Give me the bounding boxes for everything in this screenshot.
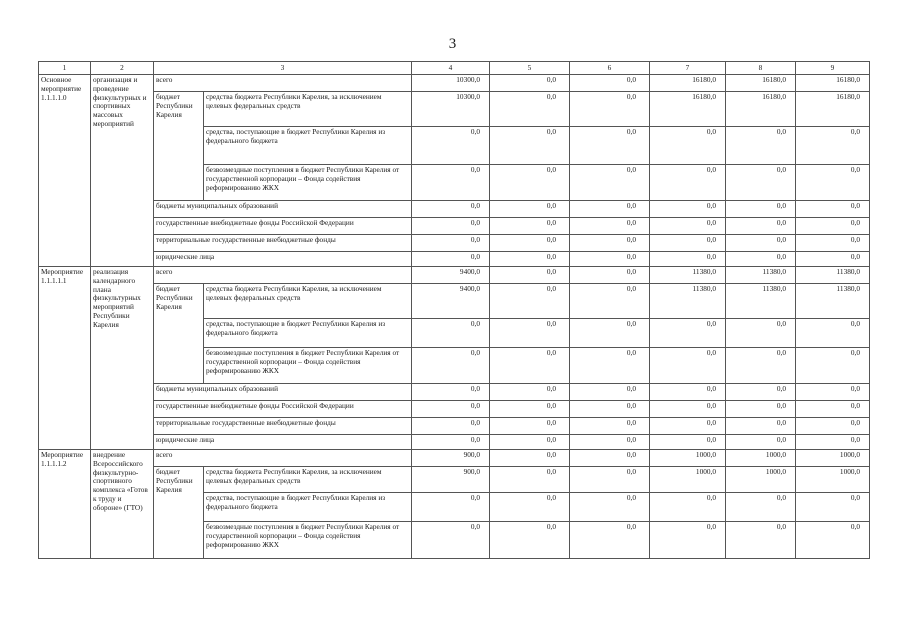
value-cell: 0,0 — [726, 127, 796, 165]
value-cell: 0,0 — [570, 127, 650, 165]
header-cell: 7 — [650, 62, 726, 75]
value-cell: 0,0 — [570, 201, 650, 218]
value-cell: 0,0 — [490, 267, 570, 284]
value-cell: 0,0 — [412, 384, 490, 401]
source-detail: средства, поступающие в бюджет Республики Карелия из федерального бюджета — [204, 493, 412, 522]
value-cell: 0,0 — [570, 348, 650, 384]
source-label: всего — [154, 75, 412, 92]
value-cell: 11380,0 — [650, 267, 726, 284]
header-cell: 2 — [91, 62, 154, 75]
source-detail: безвозмездные поступления в бюджет Республики Карелия от государственной корпорации – Фонда содействия реформированию ЖКХ — [204, 522, 412, 559]
value-cell: 0,0 — [650, 201, 726, 218]
value-cell: 0,0 — [412, 418, 490, 435]
value-cell: 0,0 — [726, 384, 796, 401]
value-cell: 0,0 — [650, 218, 726, 235]
header-cell: 1 — [39, 62, 91, 75]
value-cell: 0,0 — [796, 418, 870, 435]
value-cell: 0,0 — [726, 348, 796, 384]
source-label: бюджет Республики Карелия — [154, 467, 204, 559]
measure-name: организация и проведение физкультурных и спортивных массовых мероприятий — [91, 75, 154, 267]
value-cell: 0,0 — [796, 218, 870, 235]
value-cell: 0,0 — [490, 284, 570, 319]
value-cell: 0,0 — [490, 252, 570, 267]
value-cell: 0,0 — [796, 127, 870, 165]
header-row — [39, 62, 870, 75]
source-label: юридические лица — [154, 435, 412, 450]
value-cell: 11380,0 — [796, 267, 870, 284]
value-cell: 9400,0 — [412, 284, 490, 319]
funding-table — [38, 61, 870, 559]
value-cell: 0,0 — [412, 522, 490, 559]
value-cell: 0,0 — [650, 493, 726, 522]
value-cell: 0,0 — [570, 75, 650, 92]
value-cell: 0,0 — [650, 401, 726, 418]
table-row — [39, 218, 870, 235]
table-row — [39, 92, 870, 127]
source-detail: средства бюджета Республики Карелия, за исключением целевых федеральных средств — [204, 467, 412, 493]
value-cell: 0,0 — [650, 319, 726, 348]
source-label: территориальные государственные внебюджетные фонды — [154, 418, 412, 435]
source-label: юридические лица — [154, 252, 412, 267]
value-cell: 1000,0 — [650, 450, 726, 467]
table-row — [39, 252, 870, 267]
value-cell: 0,0 — [570, 522, 650, 559]
value-cell: 1000,0 — [726, 450, 796, 467]
value-cell: 0,0 — [570, 493, 650, 522]
value-cell: 0,0 — [796, 235, 870, 252]
value-cell: 0,0 — [490, 75, 570, 92]
value-cell: 0,0 — [412, 235, 490, 252]
value-cell: 1000,0 — [796, 467, 870, 493]
value-cell: 0,0 — [650, 435, 726, 450]
value-cell: 0,0 — [650, 127, 726, 165]
value-cell: 11380,0 — [726, 267, 796, 284]
value-cell: 0,0 — [490, 165, 570, 201]
value-cell: 0,0 — [570, 267, 650, 284]
value-cell: 0,0 — [412, 348, 490, 384]
source-detail: средства бюджета Республики Карелия, за исключением целевых федеральных средств — [204, 92, 412, 127]
value-cell: 0,0 — [726, 401, 796, 418]
value-cell: 0,0 — [726, 252, 796, 267]
value-cell: 0,0 — [490, 418, 570, 435]
value-cell: 0,0 — [796, 319, 870, 348]
value-cell: 0,0 — [412, 201, 490, 218]
table-row — [39, 235, 870, 252]
value-cell: 0,0 — [490, 201, 570, 218]
value-cell: 1000,0 — [726, 467, 796, 493]
value-cell: 0,0 — [490, 92, 570, 127]
value-cell: 0,0 — [796, 493, 870, 522]
value-cell: 11380,0 — [726, 284, 796, 319]
source-detail: безвозмездные поступления в бюджет Республики Карелия от государственной корпорации – Фонда содействия реформированию ЖКХ — [204, 348, 412, 384]
value-cell: 0,0 — [650, 522, 726, 559]
value-cell: 0,0 — [570, 418, 650, 435]
source-label: государственные внебюджетные фонды Российской Федерации — [154, 218, 412, 235]
value-cell: 1000,0 — [650, 467, 726, 493]
value-cell: 0,0 — [650, 384, 726, 401]
source-detail: безвозмездные поступления в бюджет Республики Карелия от государственной корпорации – Фонда содействия реформированию ЖКХ — [204, 165, 412, 201]
value-cell: 0,0 — [412, 252, 490, 267]
value-cell: 900,0 — [412, 467, 490, 493]
value-cell: 0,0 — [726, 201, 796, 218]
value-cell: 0,0 — [726, 435, 796, 450]
value-cell: 11380,0 — [650, 284, 726, 319]
value-cell: 0,0 — [570, 435, 650, 450]
value-cell: 0,0 — [490, 384, 570, 401]
value-cell: 0,0 — [570, 384, 650, 401]
header-cell: 8 — [726, 62, 796, 75]
value-cell: 10300,0 — [412, 75, 490, 92]
value-cell: 0,0 — [650, 348, 726, 384]
value-cell: 0,0 — [796, 252, 870, 267]
table-row — [39, 267, 870, 284]
value-cell: 16180,0 — [650, 75, 726, 92]
value-cell: 11380,0 — [796, 284, 870, 319]
measure-name: внедрение Всероссийского физкультурно-спортивного комплекса «Готов к труду и обороне» (ГТО) — [91, 450, 154, 559]
table-row — [39, 435, 870, 450]
header-cell: 5 — [490, 62, 570, 75]
value-cell: 16180,0 — [726, 92, 796, 127]
value-cell: 0,0 — [650, 235, 726, 252]
source-label: территориальные государственные внебюджетные фонды — [154, 235, 412, 252]
header-cell: 4 — [412, 62, 490, 75]
source-label: всего — [154, 450, 412, 467]
source-detail: средства, поступающие в бюджет Республики Карелия из федерального бюджета — [204, 127, 412, 165]
table-row — [39, 418, 870, 435]
value-cell: 1000,0 — [796, 450, 870, 467]
value-cell: 0,0 — [412, 435, 490, 450]
value-cell: 10300,0 — [412, 92, 490, 127]
value-cell: 0,0 — [796, 522, 870, 559]
value-cell: 0,0 — [412, 218, 490, 235]
value-cell: 0,0 — [570, 319, 650, 348]
value-cell: 0,0 — [490, 401, 570, 418]
source-label: бюджет Республики Карелия — [154, 92, 204, 201]
table-row — [39, 467, 870, 493]
header-cell: 3 — [154, 62, 412, 75]
measure-code: Мероприятие 1.1.1.1.1 — [39, 267, 91, 450]
value-cell: 0,0 — [796, 348, 870, 384]
value-cell: 0,0 — [490, 235, 570, 252]
value-cell: 0,0 — [796, 435, 870, 450]
value-cell: 0,0 — [412, 401, 490, 418]
source-label: бюджет Республики Карелия — [154, 284, 204, 384]
value-cell: 0,0 — [726, 218, 796, 235]
value-cell: 0,0 — [490, 319, 570, 348]
source-label: бюджеты муниципальных образований — [154, 201, 412, 218]
measure-name: реализация календарного плана физкультурных мероприятий Республики Карелия — [91, 267, 154, 450]
value-cell: 0,0 — [490, 450, 570, 467]
value-cell: 0,0 — [412, 319, 490, 348]
value-cell: 0,0 — [412, 493, 490, 522]
measure-code: Мероприятие 1.1.1.1.2 — [39, 450, 91, 559]
source-label: бюджеты муниципальных образований — [154, 384, 412, 401]
value-cell: 0,0 — [490, 127, 570, 165]
value-cell: 0,0 — [796, 201, 870, 218]
value-cell: 0,0 — [726, 319, 796, 348]
value-cell: 0,0 — [726, 493, 796, 522]
value-cell: 0,0 — [412, 165, 490, 201]
table-row — [39, 284, 870, 319]
value-cell: 0,0 — [650, 252, 726, 267]
value-cell: 9400,0 — [412, 267, 490, 284]
value-cell: 0,0 — [796, 384, 870, 401]
value-cell: 900,0 — [412, 450, 490, 467]
value-cell: 0,0 — [570, 92, 650, 127]
value-cell: 0,0 — [650, 418, 726, 435]
value-cell: 16180,0 — [650, 92, 726, 127]
header-cell: 9 — [796, 62, 870, 75]
value-cell: 0,0 — [726, 522, 796, 559]
value-cell: 0,0 — [570, 467, 650, 493]
header-cell: 6 — [570, 62, 650, 75]
value-cell: 0,0 — [570, 235, 650, 252]
value-cell: 0,0 — [570, 450, 650, 467]
page-number: 3 — [448, 36, 457, 52]
value-cell: 0,0 — [490, 493, 570, 522]
value-cell: 0,0 — [412, 127, 490, 165]
value-cell: 0,0 — [490, 467, 570, 493]
value-cell: 16180,0 — [796, 75, 870, 92]
source-label: всего — [154, 267, 412, 284]
table-row — [39, 450, 870, 467]
value-cell: 0,0 — [726, 418, 796, 435]
table-row — [39, 384, 870, 401]
value-cell: 0,0 — [570, 401, 650, 418]
value-cell: 0,0 — [796, 165, 870, 201]
value-cell: 0,0 — [490, 218, 570, 235]
value-cell: 16180,0 — [796, 92, 870, 127]
value-cell: 0,0 — [726, 235, 796, 252]
table-row — [39, 75, 870, 92]
value-cell: 0,0 — [570, 218, 650, 235]
table-row — [39, 401, 870, 418]
source-label: государственные внебюджетные фонды Российской Федерации — [154, 401, 412, 418]
value-cell: 0,0 — [796, 401, 870, 418]
value-cell: 0,0 — [570, 284, 650, 319]
value-cell: 0,0 — [570, 252, 650, 267]
value-cell: 0,0 — [650, 165, 726, 201]
value-cell: 0,0 — [490, 435, 570, 450]
value-cell: 0,0 — [570, 165, 650, 201]
source-detail: средства, поступающие в бюджет Республики Карелия из федерального бюджета — [204, 319, 412, 348]
value-cell: 16180,0 — [726, 75, 796, 92]
source-detail: средства бюджета Республики Карелия, за исключением целевых федеральных средств — [204, 284, 412, 319]
value-cell: 0,0 — [490, 348, 570, 384]
value-cell: 0,0 — [490, 522, 570, 559]
table-row — [39, 201, 870, 218]
measure-code: Основное мероприятие 1.1.1.1.0 — [39, 75, 91, 267]
value-cell: 0,0 — [726, 165, 796, 201]
